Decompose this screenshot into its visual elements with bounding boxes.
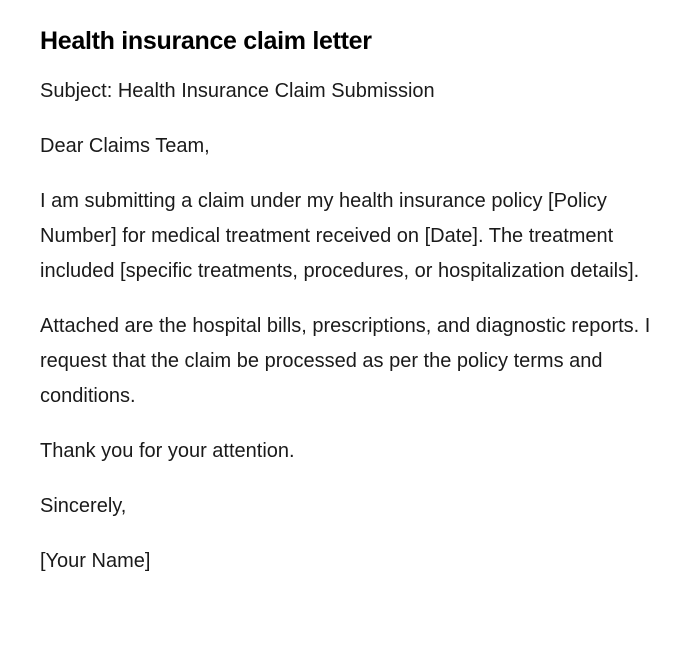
letter-signature: [Your Name] [40,550,151,572]
letter-body-paragraph-1: I am submitting a claim under my health insurance policy [Policy Number] for medical treatment received on [Date]. The treatment included [specific treatments, procedures, or hospitalization details]. [40,190,640,282]
letter-title: Health insurance claim letter [40,27,372,55]
letter-closing: Sincerely, [40,495,127,517]
letter-greeting: Dear Claims Team, [40,135,210,157]
letter-subject: Subject: Health Insurance Claim Submission [40,80,435,102]
letter-body-paragraph-2: Attached are the hospital bills, prescriptions, and diagnostic reports. I request that the claim be processed as per the policy terms and conditions. [40,315,651,407]
letter-thanks: Thank you for your attention. [40,440,295,462]
